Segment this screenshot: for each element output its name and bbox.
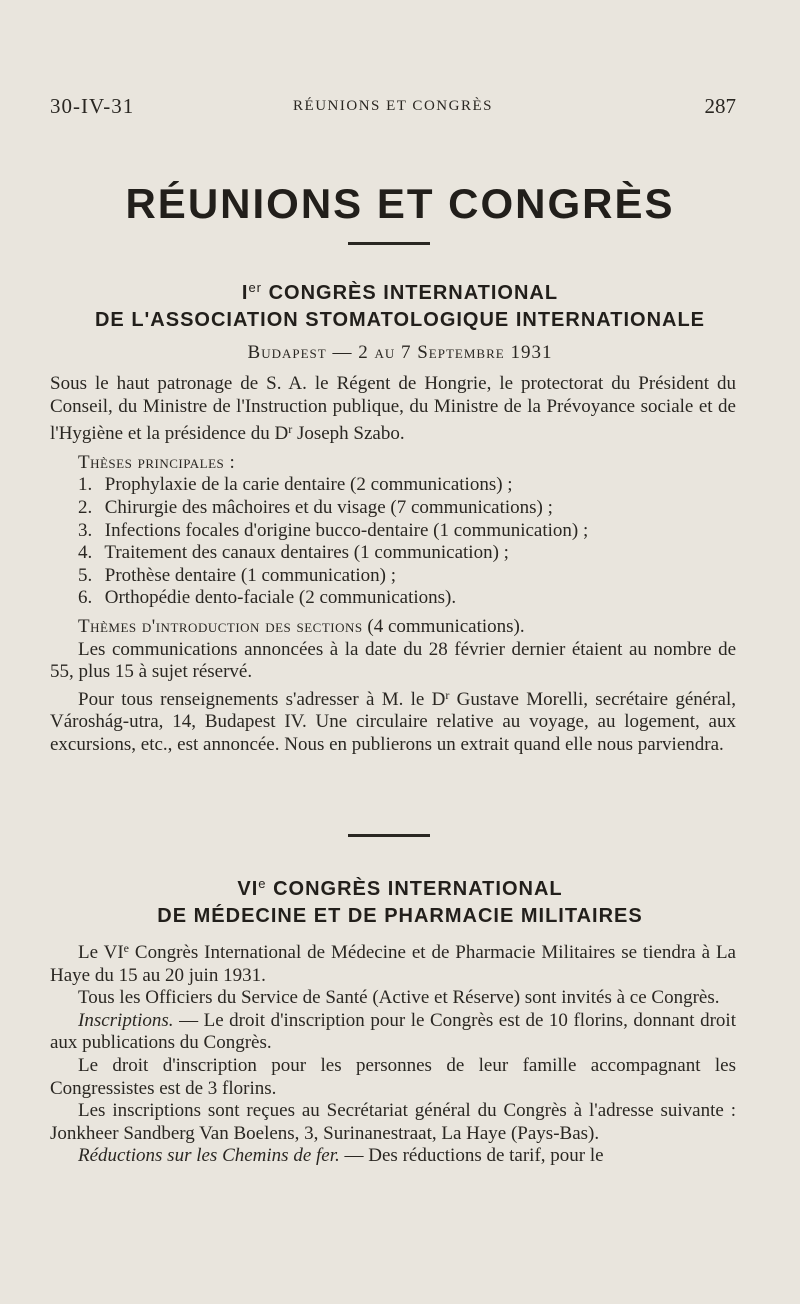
inscriptions-paragraph: Inscriptions. — Le droit d'inscription pour le Congrès est de 10 florins, donnant droit aux publications du Congrès.: [50, 1009, 736, 1054]
list-item: 1. Prophylaxie de la carie dentaire (2 communications) ;: [78, 474, 513, 496]
themes-heading: Thèses principales :: [78, 451, 236, 473]
page-number: 287: [704, 94, 736, 118]
date-ref: 30-IV-31: [50, 94, 135, 118]
section-divider: [348, 834, 430, 837]
congress-paragraph: Le VIe Congrès International de Médecine et de Pharmacie Militaires se tiendra à La Haye du 15 au 20 juin 1931.: [50, 941, 736, 986]
railway-paragraph: Réductions sur les Chemins de fer. — Des réductions de tarif, pour le: [78, 1145, 604, 1167]
patronage-paragraph: Sous le haut patronage de S. A. le Régent de Hongrie, le protectorat du Président du Conseil, du Ministre de l'Instruction publique, du Ministre de la Prévoyance sociale et de l'Hygiène et la présidence du $D^r$ Joseph Szabo.: [50, 373, 736, 445]
family-paragraph: Le droit d'inscription pour les personnes de leur famille accompagnant les Congressistes est de 3 florins.: [50, 1054, 736, 1099]
page-title: RÉUNIONS ET CONGRÈS: [125, 180, 675, 227]
list-item: 5. Prothèse dentaire (1 communication) ;: [78, 564, 396, 586]
section1-body: [50, 373, 736, 757]
officers-paragraph: Tous les Officiers du Service de Santé (Active et Réserve) sont invités à ce Congrès.: [78, 987, 720, 1009]
title-divider: [348, 242, 430, 245]
running-head: [50, 94, 736, 124]
section2-body: [50, 937, 736, 1168]
intro-themes-line: Thèmes d'introduction des sections (4 communications).: [78, 615, 525, 637]
count-paragraph: Les communications annoncées à la date du 28 février dernier étaient au nombre de 55, plus 15 à sujet réservé.: [50, 638, 736, 683]
running-title: RÉUNIONS ET CONGRÈS: [293, 98, 493, 114]
contact-paragraph: Pour tous renseignements s'adresser à M. le $D^r$ Gustave Morelli, secrétaire général, Városhág-utra, 14, Budapest IV. Une circulaire relative au voyage, au logement, aux excursions, etc., est annoncée. Nous en publierons un extrait quand elle nous parviendra.: [50, 687, 736, 755]
list-item: 2. Chirurgie des mâchoires et du visage (7 communications) ;: [78, 496, 553, 518]
list-item: 6. Orthopédie dento-faciale (2 communications).: [78, 587, 457, 609]
list-item: 3. Infections focales d'origine bucco-dentaire (1 communication) ;: [78, 519, 589, 541]
section1-title: Ier CONGRÈS INTERNATIONAL DE L'ASSOCIATION STOMATOLOGIQUE INTERNATIONALE: [94, 280, 706, 331]
section2-title: VIe CONGRÈS INTERNATIONAL DE MÉDECINE ET DE PHARMACIE MILITAIRES: [157, 876, 643, 927]
themes-list: [50, 474, 736, 610]
section1-subtitle: Budapest — 2 au 7 Septembre 1931: [247, 342, 553, 363]
address-paragraph: Les inscriptions sont reçues au Secrétariat général du Congrès à l'adresse suivante : Jonkheer Sandberg Van Boelens, 3, Surinanestraat, La Haye (Pays-Bas).: [50, 1100, 736, 1144]
list-item: 4. Traitement des canaux dentaires (1 communication) ;: [78, 542, 509, 564]
